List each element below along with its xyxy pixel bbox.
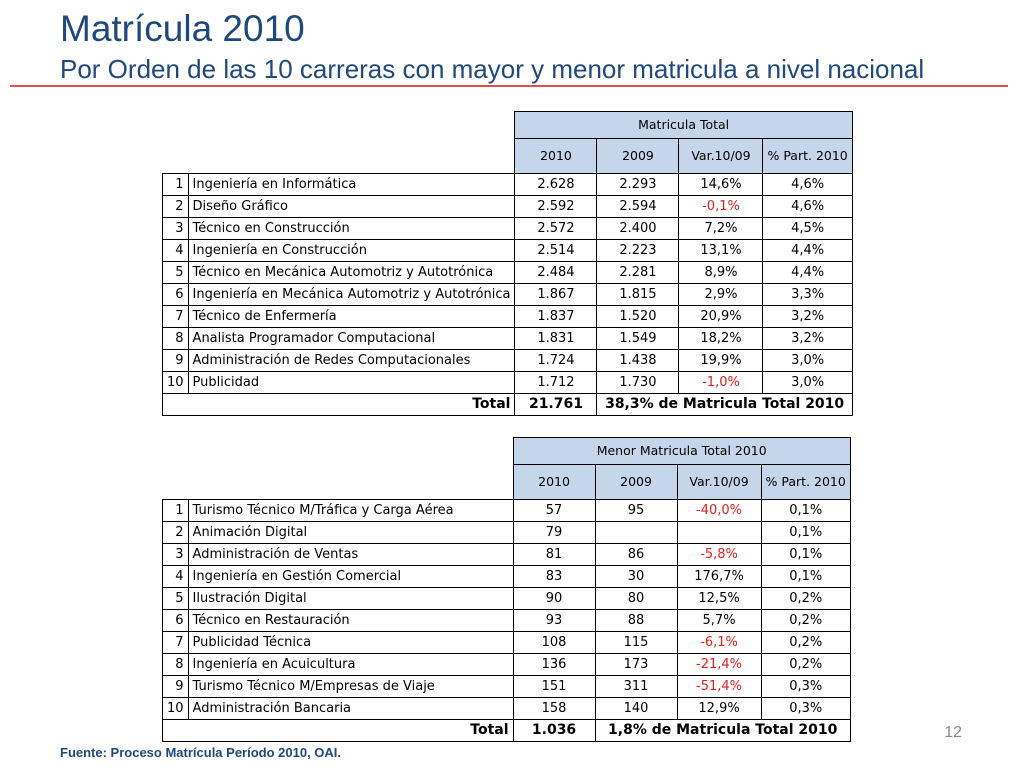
- career-name-cell: Ingeniería en Informática: [188, 174, 515, 196]
- enrollment-2009-cell: 2.594: [597, 196, 679, 218]
- enrollment-2009-cell: 173: [595, 654, 677, 676]
- table-heading: Matricula Total: [515, 112, 852, 139]
- total-value: 1.036: [513, 720, 595, 742]
- enrollment-2010-cell: 1.712: [515, 372, 597, 394]
- column-header: 2010: [513, 465, 595, 500]
- table-row: [163, 610, 851, 632]
- career-name-cell: Ingeniería en Construcción: [188, 240, 515, 262]
- participation-cell: 3,0%: [763, 350, 852, 372]
- blank-cell: [163, 438, 514, 465]
- lowest-enrollment-table: [162, 437, 851, 742]
- variation-cell: -1,0%: [679, 372, 763, 394]
- variation-cell: -21,4%: [677, 654, 761, 676]
- participation-cell: 0,2%: [761, 610, 850, 632]
- variation-cell: 19,9%: [679, 350, 763, 372]
- total-note: 1,8% de Matricula Total 2010: [595, 720, 850, 742]
- table-row: [163, 372, 853, 394]
- enrollment-2010-cell: 1.867: [515, 284, 597, 306]
- rank-cell: 8: [163, 328, 189, 350]
- participation-cell: 3,0%: [763, 372, 852, 394]
- table-row: [163, 522, 851, 544]
- column-header: % Part. 2010: [763, 139, 852, 174]
- career-name-cell: Ingeniería en Mecánica Automotriz y Autotrónica: [188, 284, 515, 306]
- career-name-cell: Administración de Ventas: [188, 544, 513, 566]
- career-name-cell: Diseño Gráfico: [188, 196, 515, 218]
- total-row: [163, 720, 851, 742]
- career-name-cell: Ingeniería en Acuicultura: [188, 654, 513, 676]
- rank-cell: 5: [163, 262, 189, 284]
- career-name-cell: Técnico en Construcción: [188, 218, 515, 240]
- enrollment-2010-cell: 2.484: [515, 262, 597, 284]
- enrollment-2010-cell: 2.592: [515, 196, 597, 218]
- rank-cell: 7: [163, 632, 189, 654]
- career-name-cell: Turismo Técnico M/Tráfica y Carga Aérea: [188, 500, 513, 522]
- rank-cell: 1: [163, 174, 189, 196]
- table-row: [163, 698, 851, 720]
- enrollment-2010-cell: 2.514: [515, 240, 597, 262]
- variation-cell: 176,7%: [677, 566, 761, 588]
- table-heading: Menor Matricula Total 2010: [513, 438, 850, 465]
- blank-cell: [163, 465, 514, 500]
- total-label: Total: [163, 720, 514, 742]
- page-subtitle: Por Orden de las 10 carreras con mayor y menor matricula a nivel nacional: [60, 54, 925, 84]
- rank-cell: 9: [163, 676, 189, 698]
- table-row: [163, 328, 853, 350]
- total-note: 38,3% de Matricula Total 2010: [597, 394, 852, 416]
- enrollment-2009-cell: 2.293: [597, 174, 679, 196]
- enrollment-2009-cell: 95: [595, 500, 677, 522]
- career-name-cell: Administración de Redes Computacionales: [188, 350, 515, 372]
- variation-cell: 12,5%: [677, 588, 761, 610]
- career-name-cell: Técnico en Restauración: [188, 610, 513, 632]
- enrollment-2010-cell: 83: [513, 566, 595, 588]
- rank-cell: 10: [163, 698, 189, 720]
- enrollment-2009-cell: 1.815: [597, 284, 679, 306]
- rank-cell: 7: [163, 306, 189, 328]
- variation-cell: 5,7%: [677, 610, 761, 632]
- enrollment-2010-cell: 1.837: [515, 306, 597, 328]
- table-row: [163, 218, 853, 240]
- participation-cell: 0,1%: [761, 544, 850, 566]
- enrollment-2010-cell: 136: [513, 654, 595, 676]
- career-name-cell: Técnico de Enfermería: [188, 306, 515, 328]
- table-row: [163, 632, 851, 654]
- career-name-cell: Ingeniería en Gestión Comercial: [188, 566, 513, 588]
- total-row: [163, 394, 853, 416]
- page-number: 12: [944, 724, 962, 741]
- column-header: Var.10/09: [679, 139, 763, 174]
- participation-cell: 3,3%: [763, 284, 852, 306]
- enrollment-2009-cell: 140: [595, 698, 677, 720]
- variation-cell: -51,4%: [677, 676, 761, 698]
- variation-cell: 12,9%: [677, 698, 761, 720]
- table-row: [163, 566, 851, 588]
- variation-cell: [677, 522, 761, 544]
- enrollment-2009-cell: 311: [595, 676, 677, 698]
- career-name-cell: Publicidad Técnica: [188, 632, 513, 654]
- column-header: 2010: [515, 139, 597, 174]
- enrollment-2010-cell: 79: [513, 522, 595, 544]
- table-row: [163, 544, 851, 566]
- table-row: [163, 676, 851, 698]
- participation-cell: 0,1%: [761, 566, 850, 588]
- top-enrollment-table: [162, 111, 853, 416]
- participation-cell: 0,3%: [761, 676, 850, 698]
- career-name-cell: Administración Bancaria: [188, 698, 513, 720]
- enrollment-2010-cell: 158: [513, 698, 595, 720]
- enrollment-2010-cell: 81: [513, 544, 595, 566]
- rank-cell: 8: [163, 654, 189, 676]
- total-value: 21.761: [515, 394, 597, 416]
- table-row: [163, 350, 853, 372]
- participation-cell: 4,6%: [763, 196, 852, 218]
- enrollment-2010-cell: 1.724: [515, 350, 597, 372]
- column-header-row: [163, 465, 851, 500]
- enrollment-2009-cell: 80: [595, 588, 677, 610]
- participation-cell: 0,1%: [761, 500, 850, 522]
- table-row: [163, 306, 853, 328]
- rank-cell: 4: [163, 566, 189, 588]
- source-note: Fuente: Proceso Matrícula Período 2010, OAI.: [60, 745, 342, 760]
- variation-cell: 20,9%: [679, 306, 763, 328]
- participation-cell: 4,4%: [763, 262, 852, 284]
- participation-cell: 4,6%: [763, 174, 852, 196]
- enrollment-2010-cell: 2.572: [515, 218, 597, 240]
- variation-cell: 8,9%: [679, 262, 763, 284]
- rank-cell: 3: [163, 544, 189, 566]
- enrollment-2009-cell: 1.438: [597, 350, 679, 372]
- page-title: Matrícula 2010: [60, 8, 305, 49]
- table-row: [163, 284, 853, 306]
- enrollment-2010-cell: 108: [513, 632, 595, 654]
- career-name-cell: Publicidad: [188, 372, 515, 394]
- variation-cell: -6,1%: [677, 632, 761, 654]
- title-divider: [10, 85, 1008, 87]
- rank-cell: 2: [163, 196, 189, 218]
- enrollment-2010-cell: 93: [513, 610, 595, 632]
- column-header: 2009: [597, 139, 679, 174]
- enrollment-2009-cell: 1.549: [597, 328, 679, 350]
- participation-cell: 0,3%: [761, 698, 850, 720]
- table-heading-row: [163, 112, 853, 139]
- career-name-cell: Ilustración Digital: [188, 588, 513, 610]
- enrollment-2009-cell: 1.520: [597, 306, 679, 328]
- enrollment-2009-cell: 88: [595, 610, 677, 632]
- rank-cell: 5: [163, 588, 189, 610]
- table-heading-row: [163, 438, 851, 465]
- rank-cell: 3: [163, 218, 189, 240]
- table-row: [163, 262, 853, 284]
- table-row: [163, 174, 853, 196]
- variation-cell: 2,9%: [679, 284, 763, 306]
- participation-cell: 0,2%: [761, 654, 850, 676]
- career-name-cell: Animación Digital: [188, 522, 513, 544]
- enrollment-2009-cell: 2.281: [597, 262, 679, 284]
- table-row: [163, 654, 851, 676]
- enrollment-2009-cell: 30: [595, 566, 677, 588]
- column-header: % Part. 2010: [761, 465, 850, 500]
- rank-cell: 10: [163, 372, 189, 394]
- rank-cell: 6: [163, 284, 189, 306]
- enrollment-2009-cell: 1.730: [597, 372, 679, 394]
- column-header: Var.10/09: [677, 465, 761, 500]
- column-header: 2009: [595, 465, 677, 500]
- career-name-cell: Técnico en Mecánica Automotriz y Autotrónica: [188, 262, 515, 284]
- total-label: Total: [163, 394, 515, 416]
- participation-cell: 0,1%: [761, 522, 850, 544]
- enrollment-2010-cell: 2.628: [515, 174, 597, 196]
- enrollment-2010-cell: 1.831: [515, 328, 597, 350]
- rank-cell: 4: [163, 240, 189, 262]
- blank-cell: [163, 139, 515, 174]
- blank-cell: [163, 112, 515, 139]
- table-row: [163, 500, 851, 522]
- career-name-cell: Analista Programador Computacional: [188, 328, 515, 350]
- participation-cell: 3,2%: [763, 306, 852, 328]
- enrollment-2009-cell: [595, 522, 677, 544]
- table-row: [163, 240, 853, 262]
- enrollment-2010-cell: 151: [513, 676, 595, 698]
- table-row: [163, 588, 851, 610]
- career-name-cell: Turismo Técnico M/Empresas de Viaje: [188, 676, 513, 698]
- participation-cell: 0,2%: [761, 632, 850, 654]
- participation-cell: 4,4%: [763, 240, 852, 262]
- table-row: [163, 196, 853, 218]
- variation-cell: -0,1%: [679, 196, 763, 218]
- variation-cell: 7,2%: [679, 218, 763, 240]
- enrollment-2009-cell: 115: [595, 632, 677, 654]
- variation-cell: 18,2%: [679, 328, 763, 350]
- participation-cell: 0,2%: [761, 588, 850, 610]
- enrollment-2010-cell: 57: [513, 500, 595, 522]
- enrollment-2009-cell: 2.400: [597, 218, 679, 240]
- column-header-row: [163, 139, 853, 174]
- rank-cell: 1: [163, 500, 189, 522]
- participation-cell: 3,2%: [763, 328, 852, 350]
- variation-cell: 13,1%: [679, 240, 763, 262]
- enrollment-2009-cell: 86: [595, 544, 677, 566]
- enrollment-2009-cell: 2.223: [597, 240, 679, 262]
- enrollment-2010-cell: 90: [513, 588, 595, 610]
- variation-cell: -40,0%: [677, 500, 761, 522]
- variation-cell: 14,6%: [679, 174, 763, 196]
- rank-cell: 6: [163, 610, 189, 632]
- rank-cell: 2: [163, 522, 189, 544]
- participation-cell: 4,5%: [763, 218, 852, 240]
- variation-cell: -5,8%: [677, 544, 761, 566]
- rank-cell: 9: [163, 350, 189, 372]
